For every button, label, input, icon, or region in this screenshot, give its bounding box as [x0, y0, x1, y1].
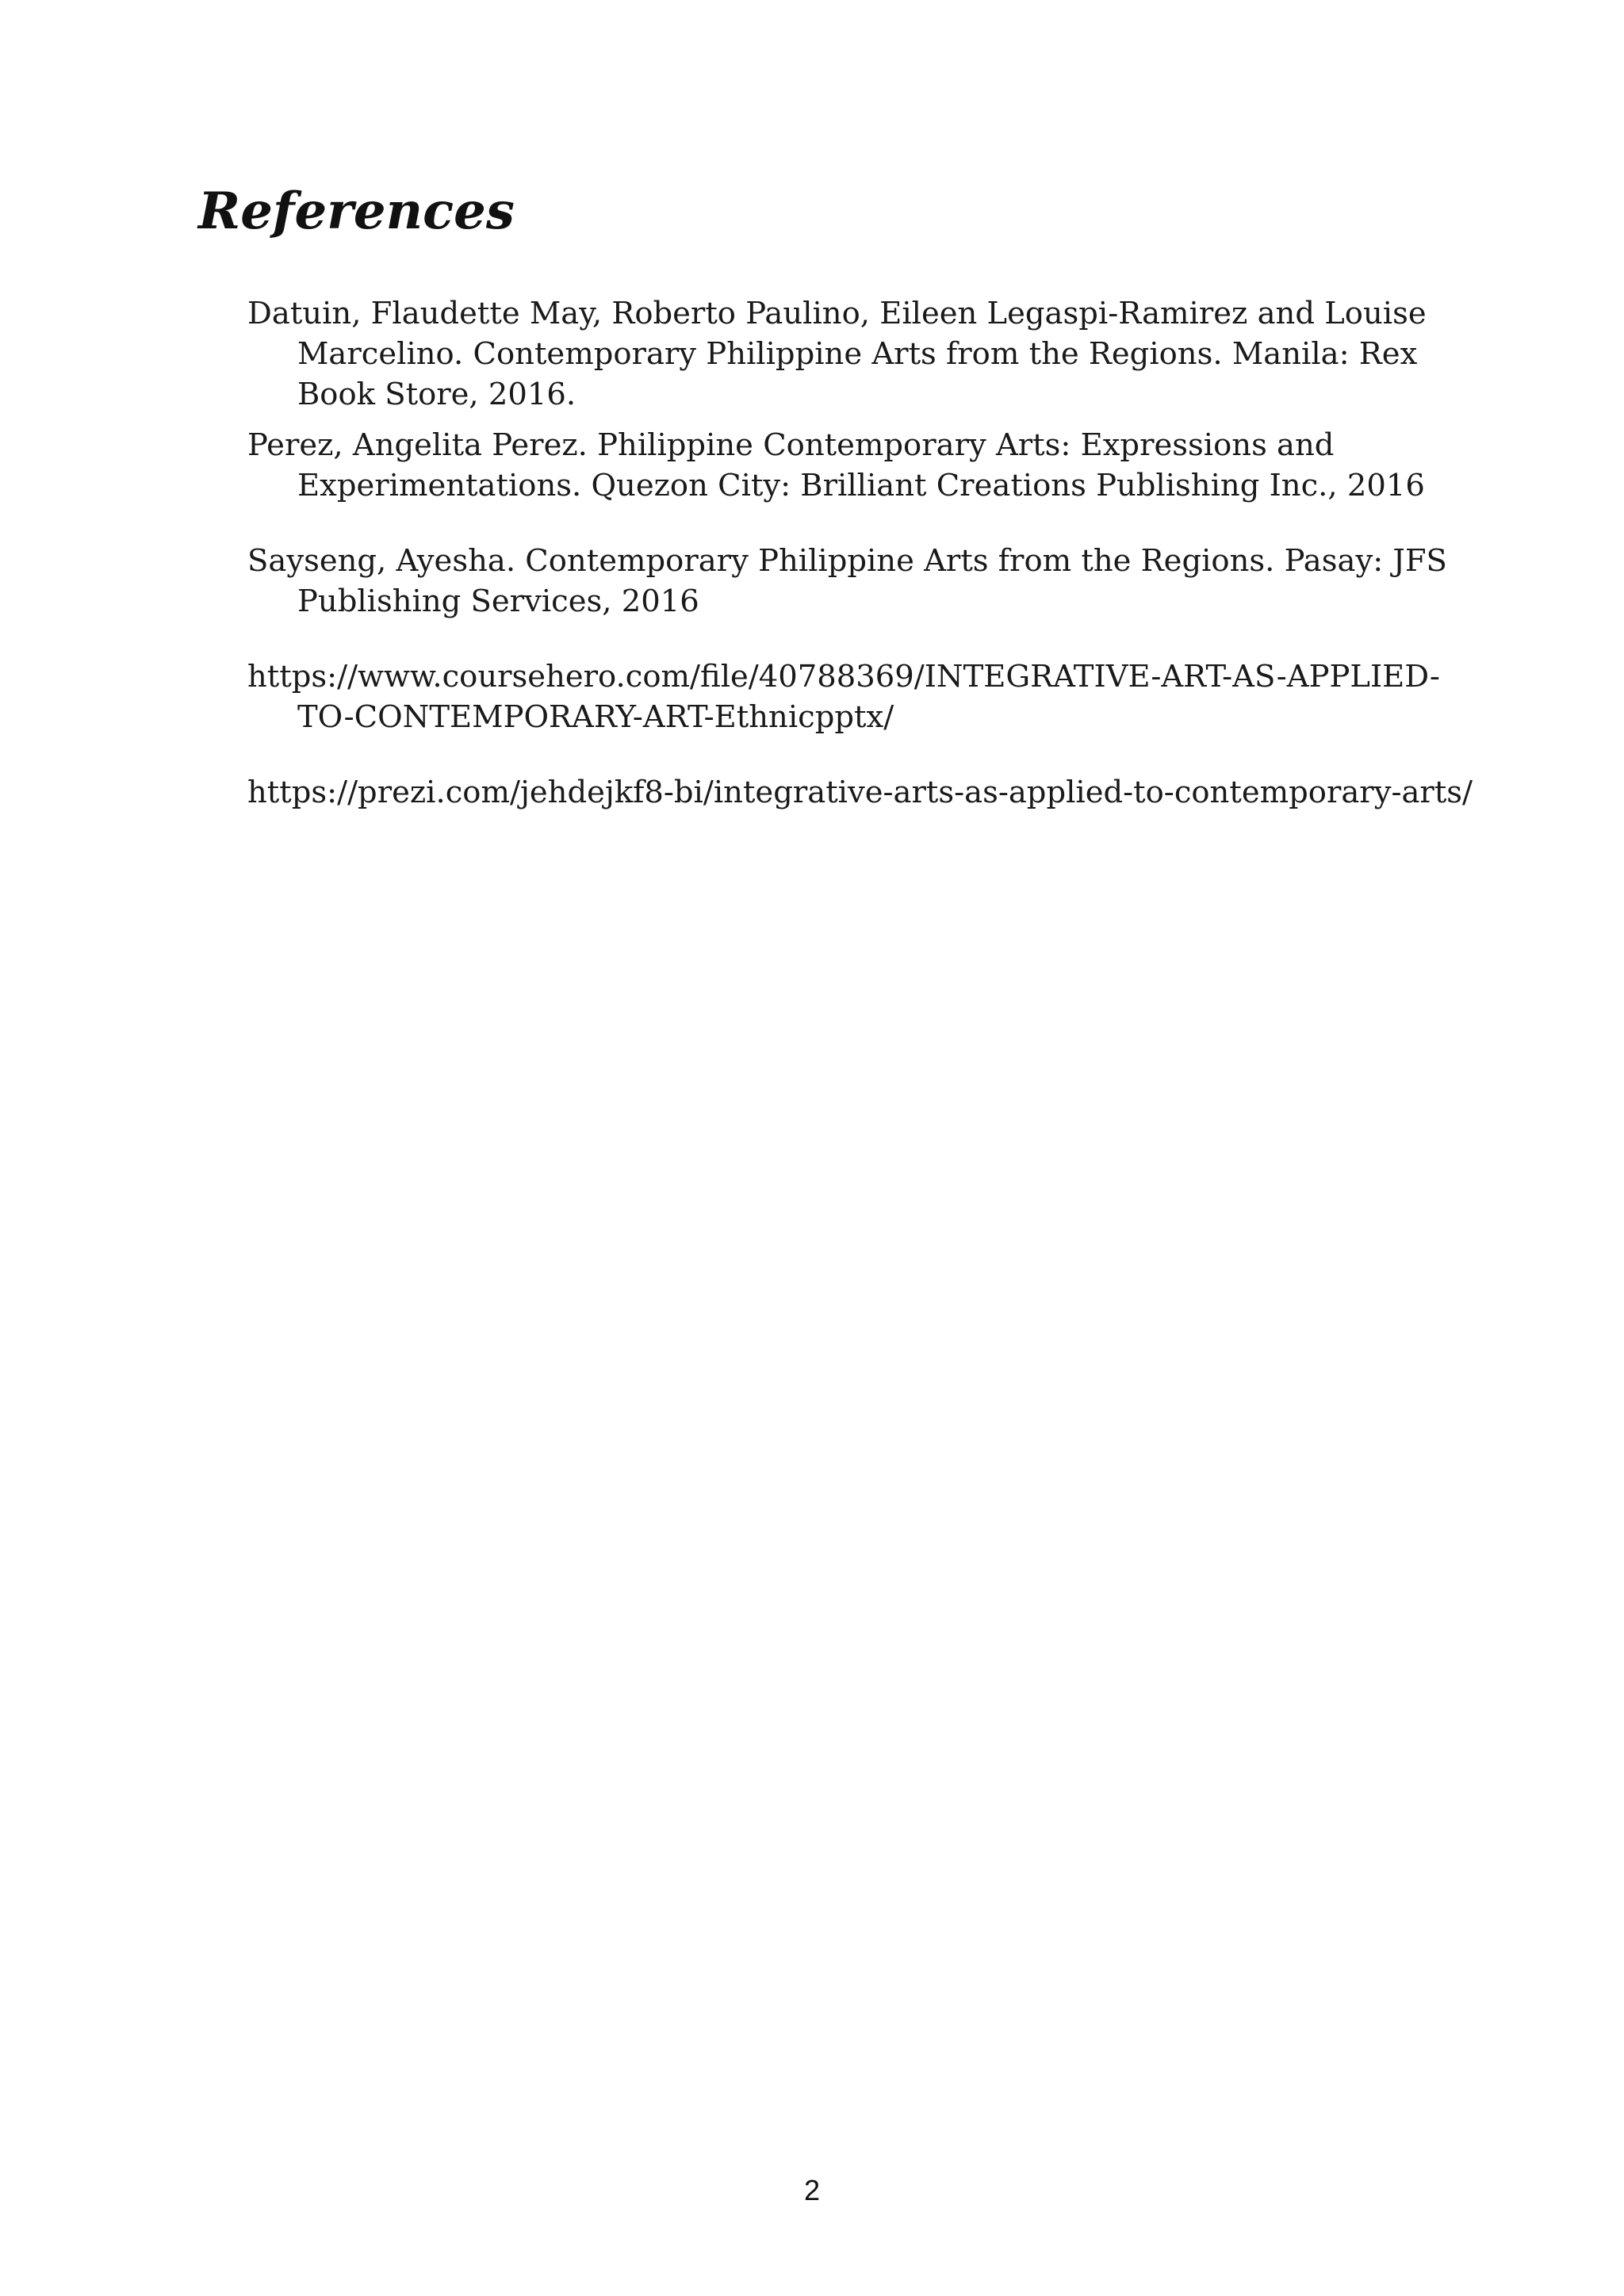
reference-item: Datuin, Flaudette May, Roberto Paulino, Eileen Legaspi-Ramirez and Louise Marcelino. Contemporary Philippine Arts from the Regions. Manila: Rex Book Store, 2016.: [247, 296, 1427, 412]
reference-link[interactable]: https://www.coursehero.com/file/40788369/INTEGRATIVE-ART-AS-APPLIED-TO-CONTEMPORARY-ART-Ethnicpptx/: [247, 659, 1440, 735]
reference-item: Sayseng, Ayesha. Contemporary Philippine Arts from the Regions. Pasay: JFS Publishing Services, 2016: [247, 543, 1447, 619]
references-heading: References: [198, 182, 515, 241]
page-number: 2: [803, 2174, 821, 2206]
reference-item: Perez, Angelita Perez. Philippine Contemporary Arts: Expressions and Experimentations. Quezon City: Brilliant Creations Publishing Inc., 2016: [247, 427, 1425, 503]
reference-link[interactable]: https://prezi.com/jehdejkf8-bi/integrative-arts-as-applied-to-contemporary-arts/: [247, 775, 1473, 810]
reference-list: [247, 293, 1484, 813]
